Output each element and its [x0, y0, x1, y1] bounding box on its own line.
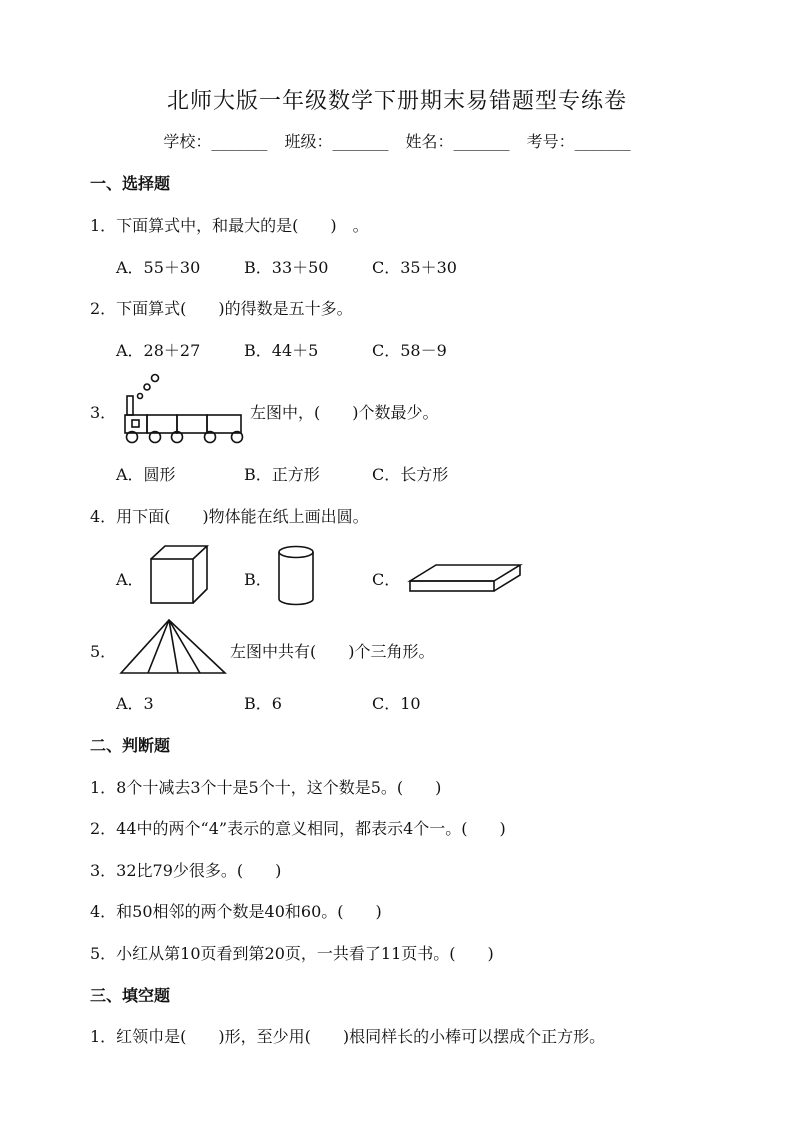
school-field: 学校：_______	[163, 132, 268, 151]
choice-q1-option-c: C．35＋30	[372, 258, 457, 277]
choice-q5-option-c: C．10	[372, 694, 421, 713]
choice-q3-option-a: A．圆形	[116, 465, 176, 484]
choice-q3-option-b: B．正方形	[244, 465, 320, 484]
choice-q4-option-a: A．	[116, 570, 144, 589]
judge-q1: 1．8个十减去3个十是5个十，这个数是5。( )	[90, 778, 442, 797]
choice-q3-number: 3．	[90, 403, 117, 422]
exam-number-field: 考号：_______	[526, 132, 631, 151]
choice-q2-option-a: A．28＋27	[116, 341, 201, 360]
choice-q3: 左图中，( )个数最少。	[250, 403, 439, 422]
class-field: 班级：_______	[284, 132, 389, 151]
choice-q2-option-c: C．58－9	[372, 341, 447, 360]
judge-q2: 2．44中的两个“4”表示的意义相同，都表示4个一。( )	[90, 819, 506, 838]
triangle-figure	[118, 618, 228, 676]
student-info-line	[0, 129, 794, 152]
choice-q4: 4．用下面( )物体能在纸上画出圆。	[90, 507, 369, 526]
choice-q1-option-b: B．33＋50	[244, 258, 329, 277]
judge-q5: 5．小红从第10页看到第20页，一共看了11页书。( )	[90, 944, 494, 963]
choice-q3-option-c: C．长方形	[372, 465, 449, 484]
cuboid-slab-figure	[408, 563, 522, 593]
fill-q1: 1．红领巾是( )形，至少用( )根同样长的小棒可以摆成个正方形。	[90, 1027, 606, 1046]
choice-q2-option-b: B．44＋5	[244, 341, 319, 360]
section-judge-heading: 二、判断题	[90, 736, 171, 755]
judge-q4: 4．和50相邻的两个数是40和60。( )	[90, 902, 382, 921]
page-title: 北师大版一年级数学下册期末易错题型专练卷	[166, 89, 627, 114]
judge-q3: 3．32比79少很多。( )	[90, 861, 282, 880]
section-choice-heading: 一、选择题	[90, 174, 171, 193]
choice-q5-option-b: B．6	[244, 694, 282, 713]
choice-q1: 1．下面算式中，和最大的是( ) 。	[90, 216, 369, 235]
train-figure	[120, 372, 250, 444]
cube-figure	[150, 545, 210, 605]
choice-q1-option-a: A．55＋30	[116, 258, 201, 277]
choice-q5-number: 5．	[90, 642, 117, 661]
choice-q5-option-a: A．3	[116, 694, 154, 713]
cylinder-figure	[277, 545, 315, 607]
choice-q4-option-b: B．	[244, 570, 272, 589]
choice-q4-option-c: C．	[372, 570, 401, 589]
choice-q5: 左图中共有( )个三角形。	[230, 642, 435, 661]
section-fill-heading: 三、填空题	[90, 986, 171, 1005]
choice-q2: 2．下面算式( )的得数是五十多。	[90, 299, 353, 318]
name-field: 姓名：_______	[405, 132, 510, 151]
